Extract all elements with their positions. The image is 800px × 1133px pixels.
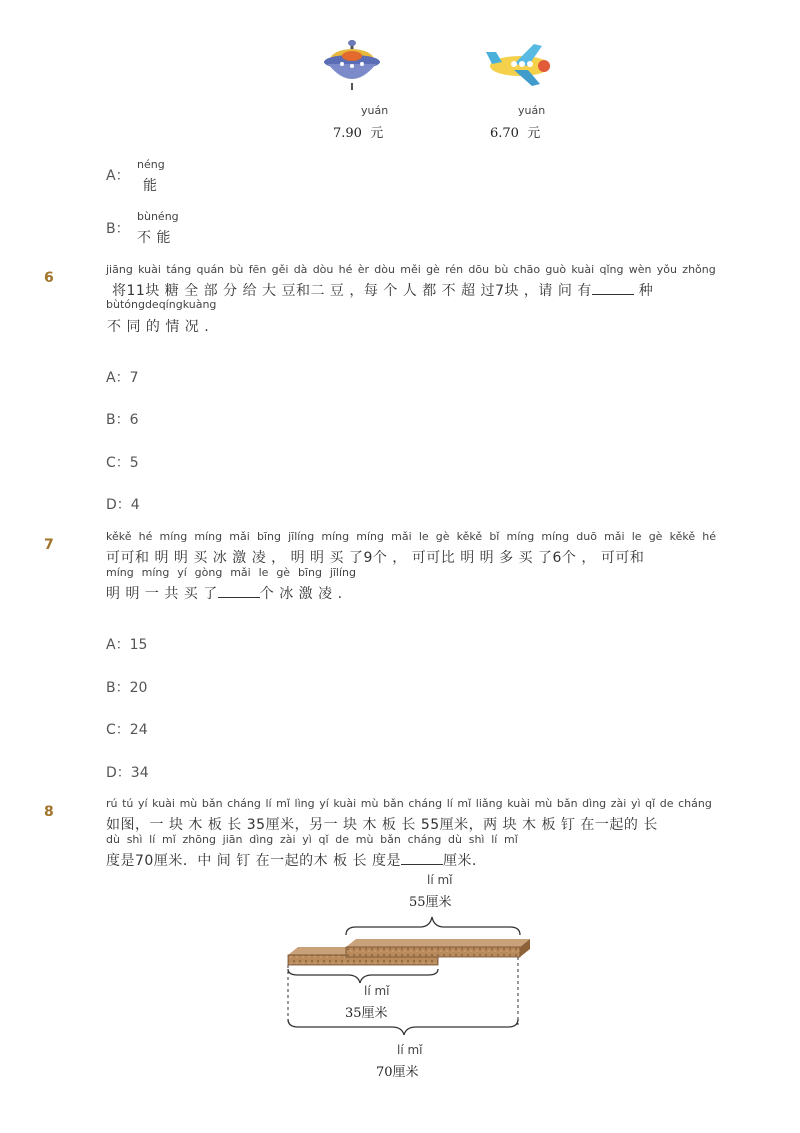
pinyin-syllable: rén bbox=[445, 263, 464, 276]
pinyin-syllable: táng bbox=[166, 263, 192, 276]
figure-mid-label: 35厘米 bbox=[345, 1006, 388, 1021]
pinyin-syllable: wèn bbox=[628, 263, 652, 276]
pinyin-syllable: hé bbox=[138, 530, 153, 543]
toy-price bbox=[490, 122, 540, 141]
question-pinyin-line: bùtóngdeqíngkuàng bbox=[106, 298, 217, 311]
question-pinyin-line bbox=[106, 530, 716, 543]
option-pinyin: bùnéng bbox=[137, 210, 179, 223]
pinyin-syllable: míng bbox=[194, 530, 223, 543]
pinyin-syllable: gè bbox=[435, 530, 450, 543]
pinyin-syllable: kuài bbox=[333, 797, 357, 810]
question-text: 不 同 的 情 况 . bbox=[107, 319, 210, 335]
option-pinyin: néng bbox=[137, 158, 165, 171]
price-unit: 元 bbox=[370, 126, 384, 141]
pinyin-syllable: hé bbox=[702, 530, 716, 543]
option-text: 能 bbox=[143, 178, 158, 194]
pinyin-syllable: gè bbox=[426, 263, 440, 276]
pinyin-syllable: dòu bbox=[374, 263, 395, 276]
price-value: 7.90 bbox=[333, 126, 362, 141]
pinyin-syllable: bǎn bbox=[380, 833, 401, 846]
pinyin-syllable: yǒu bbox=[656, 263, 678, 276]
pinyin-syllable: mù bbox=[534, 797, 553, 810]
pinyin-syllable: kěkě bbox=[456, 530, 483, 543]
question-text: 度是70厘米．中 间 钉 在一起的木 板 长 度是 厘米． bbox=[106, 853, 487, 869]
pinyin-syllable: bù bbox=[229, 263, 244, 276]
answer-blank bbox=[218, 585, 260, 598]
price-value: 6.70 bbox=[490, 126, 519, 141]
pinyin-syllable: jīlíng bbox=[288, 530, 315, 543]
pinyin-syllable: mù bbox=[179, 797, 198, 810]
pinyin-syllable: de bbox=[335, 833, 350, 846]
pinyin-syllable: mǎi bbox=[230, 566, 251, 579]
pinyin-syllable: yì bbox=[630, 797, 641, 810]
answer-blank bbox=[401, 852, 443, 865]
pinyin-syllable: chāo bbox=[513, 263, 541, 276]
pinyin-syllable: le bbox=[631, 530, 642, 543]
option-d[interactable]: D：34 bbox=[106, 765, 149, 781]
pinyin-syllable: gè bbox=[276, 566, 291, 579]
pinyin-syllable: rú bbox=[106, 797, 118, 810]
option-d[interactable]: D：4 bbox=[106, 497, 140, 513]
pinyin-syllable: mǎi bbox=[604, 530, 625, 543]
pinyin-syllable: mǎi bbox=[229, 530, 250, 543]
pinyin-syllable: kěkě bbox=[669, 530, 696, 543]
pinyin-syllable: zài bbox=[279, 833, 296, 846]
pinyin-syllable: shì bbox=[468, 833, 485, 846]
pinyin-syllable: mǐ bbox=[504, 833, 518, 846]
question-pinyin-line bbox=[106, 263, 716, 276]
pinyin-syllable: mù bbox=[355, 833, 374, 846]
pinyin-syllable: zài bbox=[610, 797, 627, 810]
airplane-image bbox=[484, 40, 556, 88]
pinyin-syllable: yí bbox=[137, 797, 148, 810]
pinyin-syllable: bù bbox=[494, 263, 509, 276]
pinyin-syllable: yí bbox=[177, 566, 187, 579]
pinyin-syllable: gè bbox=[648, 530, 663, 543]
pinyin-syllable: dù bbox=[106, 833, 120, 846]
pinyin-syllable: qǐng bbox=[599, 263, 624, 276]
pinyin-syllable: gòng bbox=[194, 566, 223, 579]
pinyin-syllable: cháng bbox=[407, 833, 442, 846]
question-number: 6 bbox=[44, 270, 54, 286]
pinyin-syllable: dìng bbox=[582, 797, 607, 810]
pinyin-syllable: zhōng bbox=[182, 833, 216, 846]
pinyin-syllable: lí bbox=[149, 833, 156, 846]
question-number: 7 bbox=[44, 537, 54, 553]
figure-top-label: 55厘米 bbox=[409, 895, 452, 910]
pinyin-syllable: kuài bbox=[507, 797, 530, 810]
option-a[interactable] bbox=[106, 165, 130, 185]
pinyin-syllable: yí bbox=[319, 797, 329, 810]
pinyin-syllable: liǎng bbox=[475, 797, 503, 810]
figure-top-pinyin: lí mǐ bbox=[427, 873, 453, 887]
option-c[interactable]: C：24 bbox=[106, 722, 148, 738]
figure-bottom-pinyin: lí mǐ bbox=[397, 1043, 423, 1057]
option-b[interactable]: B：20 bbox=[106, 680, 148, 696]
pinyin-syllable: lí bbox=[265, 797, 272, 810]
pinyin-syllable: míng bbox=[321, 530, 350, 543]
pinyin-syllable: měi bbox=[400, 263, 421, 276]
option-a[interactable]: A：15 bbox=[106, 637, 148, 653]
pinyin-syllable: míng bbox=[506, 530, 535, 543]
toy-price bbox=[333, 122, 383, 141]
pinyin-syllable: fēn bbox=[248, 263, 267, 276]
option-label: A： bbox=[106, 168, 130, 184]
pinyin-syllable: míng bbox=[159, 530, 188, 543]
pinyin-syllable: bǎn bbox=[556, 797, 578, 810]
pinyin-syllable: èr bbox=[357, 263, 369, 276]
pinyin-syllable: shì bbox=[126, 833, 143, 846]
pinyin-syllable: le bbox=[258, 566, 269, 579]
pinyin-syllable: mǐ bbox=[276, 797, 290, 810]
spinning-top-image bbox=[322, 38, 388, 94]
pinyin-syllable: míng bbox=[106, 566, 134, 579]
pinyin-syllable: de bbox=[659, 797, 674, 810]
wood-boards-figure bbox=[280, 905, 540, 1035]
pinyin-syllable: dìng bbox=[249, 833, 274, 846]
pinyin-syllable: bǎn bbox=[201, 797, 223, 810]
option-a[interactable]: A：7 bbox=[106, 370, 139, 386]
figure-mid-pinyin: lí mǐ bbox=[364, 984, 390, 998]
question-pinyin-line bbox=[106, 833, 518, 846]
question-text: 如图，一 块 木 板 长 35厘米，另一 块 木 板 长 55厘米，两 块 木 板 钉 在一起的 长 bbox=[106, 817, 658, 833]
option-label: B： bbox=[106, 221, 130, 237]
pinyin-syllable: bǎn bbox=[383, 797, 404, 810]
pinyin-syllable: yì bbox=[302, 833, 312, 846]
pinyin-syllable: dà bbox=[293, 263, 308, 276]
pinyin-syllable: tú bbox=[122, 797, 134, 810]
option-text: 不 能 bbox=[137, 230, 171, 246]
pinyin-syllable: cháng bbox=[678, 797, 712, 810]
pinyin-syllable: mǐ bbox=[162, 833, 176, 846]
pinyin-syllable: cháng bbox=[408, 797, 443, 810]
pinyin-syllable: gěi bbox=[271, 263, 289, 276]
pinyin-syllable: míng bbox=[356, 530, 385, 543]
pinyin-syllable: míng bbox=[141, 566, 170, 579]
option-b[interactable] bbox=[106, 218, 130, 238]
question-text: 明 明 一 共 买 了 个 冰 激 凌 . bbox=[106, 586, 343, 602]
toy-price-pinyin: yuán bbox=[518, 104, 546, 117]
pinyin-syllable: bīng bbox=[297, 566, 322, 579]
pinyin-syllable: bīng bbox=[256, 530, 281, 543]
pinyin-syllable: jiāng bbox=[106, 263, 133, 276]
price-unit: 元 bbox=[527, 126, 541, 141]
pinyin-syllable: dōu bbox=[468, 263, 490, 276]
pinyin-syllable: guò bbox=[545, 263, 567, 276]
pinyin-syllable: zhǒng bbox=[682, 263, 716, 276]
pinyin-syllable: lìng bbox=[294, 797, 315, 810]
toy-price-pinyin: yuán bbox=[361, 104, 389, 117]
figure-bottom-label: 70厘米 bbox=[376, 1065, 419, 1080]
pinyin-syllable: lí bbox=[491, 833, 498, 846]
option-b[interactable]: B：6 bbox=[106, 412, 139, 428]
pinyin-syllable: hé bbox=[338, 263, 353, 276]
pinyin-syllable: mǎi bbox=[391, 530, 412, 543]
pinyin-syllable: jīlíng bbox=[329, 566, 356, 579]
pinyin-syllable: kuài bbox=[138, 263, 161, 276]
pinyin-syllable: duō bbox=[576, 530, 597, 543]
question-pinyin-line bbox=[106, 797, 712, 810]
pinyin-syllable: qǐ bbox=[645, 797, 656, 810]
pinyin-syllable: dù bbox=[448, 833, 462, 846]
question-text: 将11块 糖 全 部 分 给 大 豆和二 豆 ，每 个 人 都 不 超 过7块 ，请 问 有 种 bbox=[112, 283, 654, 299]
pinyin-syllable: mù bbox=[360, 797, 379, 810]
answer-blank bbox=[592, 282, 634, 295]
question-number: 8 bbox=[44, 804, 54, 820]
pinyin-syllable: cháng bbox=[227, 797, 261, 810]
pinyin-syllable: kuài bbox=[152, 797, 175, 810]
pinyin-syllable: lí bbox=[446, 797, 453, 810]
pinyin-syllable: kěkě bbox=[106, 530, 132, 543]
pinyin-syllable: qǐ bbox=[318, 833, 329, 846]
pinyin-syllable: bǐ bbox=[489, 530, 500, 543]
pinyin-syllable: mǐ bbox=[457, 797, 472, 810]
pinyin-syllable: dòu bbox=[312, 263, 334, 276]
question-text: 可可和 明 明 买 冰 激 凌 ， 明 明 买 了9个 ， 可可比 明 明 多 买 了6个 ， 可可和 bbox=[106, 550, 645, 566]
pinyin-syllable: le bbox=[418, 530, 429, 543]
pinyin-syllable: quán bbox=[196, 263, 225, 276]
question-pinyin-line bbox=[106, 566, 356, 579]
option-c[interactable]: C：5 bbox=[106, 455, 139, 471]
pinyin-syllable: jiān bbox=[222, 833, 243, 846]
pinyin-syllable: kuài bbox=[571, 263, 595, 276]
pinyin-syllable: míng bbox=[541, 530, 570, 543]
